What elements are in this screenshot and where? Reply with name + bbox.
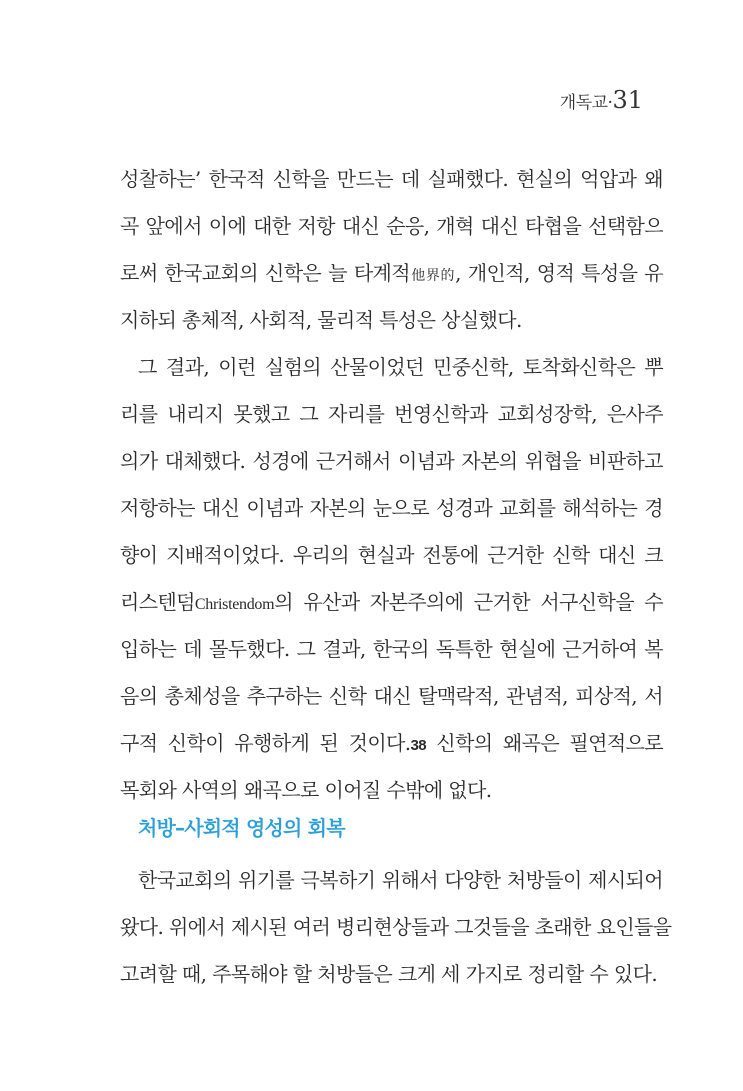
text-segment: 리스텐덤 bbox=[120, 590, 195, 614]
paragraph-1 bbox=[120, 156, 663, 344]
text-line: 리를 내리지 못했고 그 자리를 번영신학과 교회성장학, 은사주 bbox=[120, 402, 663, 426]
text-line: 고려할 때, 주목해야 할 처방들은 크게 세 가지로 정리할 수 있다. bbox=[120, 962, 658, 986]
text-line bbox=[120, 250, 663, 297]
text-line: 왔다. 위에서 제시된 여러 병리현상들과 그것들을 초래한 요인들을 bbox=[120, 915, 672, 939]
text-line: 지하되 총체적, 사회적, 물리적 특성은 상실했다. bbox=[120, 308, 522, 332]
text-line: 음의 총체성을 추구하는 신학 대신 탈맥락적, 관념적, 피상적, 서 bbox=[120, 684, 663, 708]
footnote-reference[interactable]: 38 bbox=[410, 737, 427, 754]
page-number: 31 bbox=[612, 86, 643, 114]
text-segment: 로써 한국교회의 신학은 늘 타계적 bbox=[120, 261, 410, 285]
running-head-chapter: 개독교 bbox=[559, 93, 608, 113]
running-head-separator: · bbox=[607, 93, 613, 113]
running-head bbox=[560, 86, 643, 114]
text-segment: 신학의 왜곡은 필연적으로 bbox=[426, 731, 663, 755]
text-line bbox=[120, 720, 663, 767]
text-line: 의가 대체했다. 성경에 근거해서 이념과 자본의 위협을 비판하고 bbox=[120, 449, 663, 473]
section-heading: 처방–사회적 영성의 회복 bbox=[138, 816, 345, 840]
text-segment: , 개인적, 영적 특성을 유 bbox=[455, 261, 663, 285]
text-line bbox=[120, 579, 663, 626]
latin-gloss: Christendom bbox=[194, 596, 275, 613]
text-segment: 구적 신학이 유행하게 된 것이다. bbox=[120, 731, 411, 755]
text-line: 목회와 사역의 왜곡으로 이어질 수밖에 없다. bbox=[120, 778, 492, 802]
text-segment: 의 유산과 자본주의에 근거한 서구신학을 수 bbox=[274, 590, 663, 614]
text-line: 한국교회의 위기를 극복하기 위해서 다양한 처방들이 제시되어 bbox=[138, 868, 663, 892]
hanja-gloss: 他界的 bbox=[410, 268, 456, 284]
text-line: 저항하는 대신 이념과 자본의 눈으로 성경과 교회를 해석하는 경 bbox=[120, 496, 663, 520]
text-line: 그 결과, 이런 실험의 산물이었던 민중신학, 토착화신학은 뿌 bbox=[138, 355, 663, 379]
text-line: 향이 지배적이었다. 우리의 현실과 전통에 근거한 신학 대신 크 bbox=[120, 543, 663, 567]
paragraph-3 bbox=[120, 857, 672, 998]
paragraph-2 bbox=[120, 344, 663, 814]
text-line: 성찰하는’ 한국적 신학을 만드는 데 실패했다. 현실의 억압과 왜 bbox=[120, 167, 663, 191]
text-line: 입하는 데 몰두했다. 그 결과, 한국의 독특한 현실에 근거하여 복 bbox=[120, 637, 663, 661]
text-line: 곡 앞에서 이에 대한 저항 대신 순응, 개혁 대신 타협을 선택함으 bbox=[120, 214, 663, 238]
